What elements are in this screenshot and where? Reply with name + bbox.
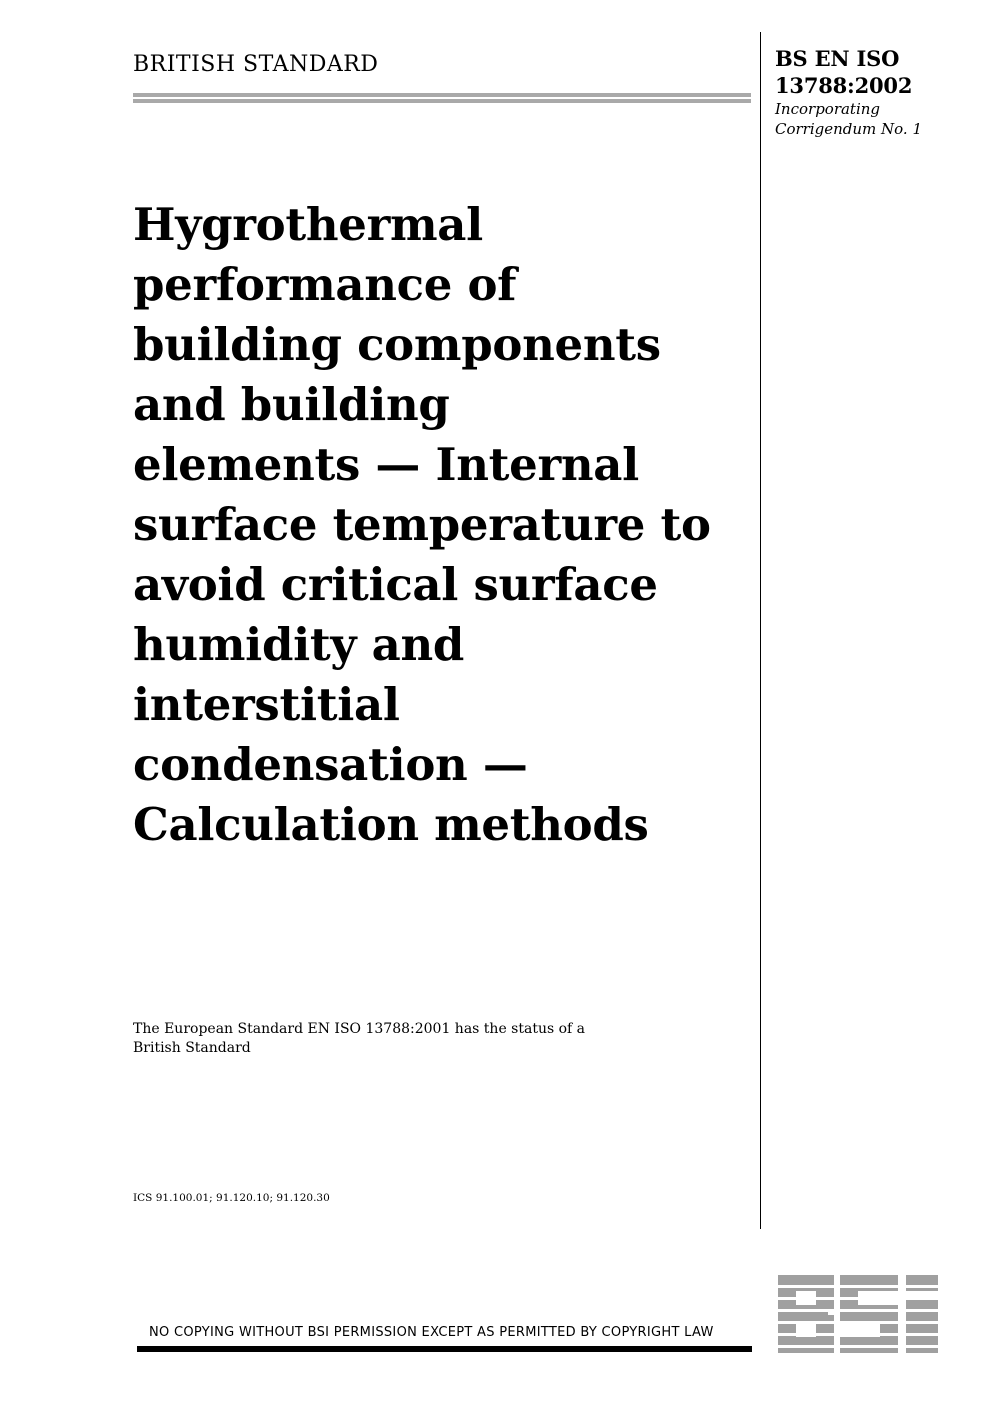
incorporating-note <box>775 99 922 139</box>
title-line: avoid critical surface <box>133 558 658 611</box>
title-line: Hygrothermal <box>133 198 483 251</box>
status-line2: British Standard <box>133 1040 251 1056</box>
incorporating-line1: Incorporating <box>775 100 881 118</box>
standard-number <box>775 45 912 99</box>
bsi-logo <box>778 1273 956 1355</box>
copyright-notice: NO COPYING WITHOUT BSI PERMISSION EXCEPT AS PERMITTED BY COPYRIGHT LAW <box>149 1325 714 1340</box>
header-rule-secondary <box>133 99 751 103</box>
title-line: humidity and <box>133 618 465 671</box>
standard-number-line1: BS EN ISO <box>775 46 900 71</box>
title-line: and building <box>133 378 450 431</box>
incorporating-line2: Corrigendum No. 1 <box>775 120 923 138</box>
title-line: interstitial <box>133 678 400 731</box>
footer-rule <box>137 1346 752 1352</box>
column-divider <box>760 32 761 1229</box>
document-title <box>133 195 753 855</box>
status-statement <box>133 1020 653 1058</box>
standard-number-line2: 13788:2002 <box>775 73 913 98</box>
document-series-label: BRITISH STANDARD <box>133 52 379 77</box>
title-line: surface temperature to <box>133 498 711 551</box>
header-rule <box>133 93 751 97</box>
title-line: elements — Internal <box>133 438 639 491</box>
title-line: condensation — <box>133 738 528 791</box>
ics-codes: ICS 91.100.01; 91.120.10; 91.120.30 <box>133 1192 330 1204</box>
title-line: Calculation methods <box>133 798 649 851</box>
status-line1: The European Standard EN ISO 13788:2001 has the status of a <box>133 1021 586 1037</box>
title-line: building components <box>133 318 661 371</box>
title-line: performance of <box>133 258 517 311</box>
